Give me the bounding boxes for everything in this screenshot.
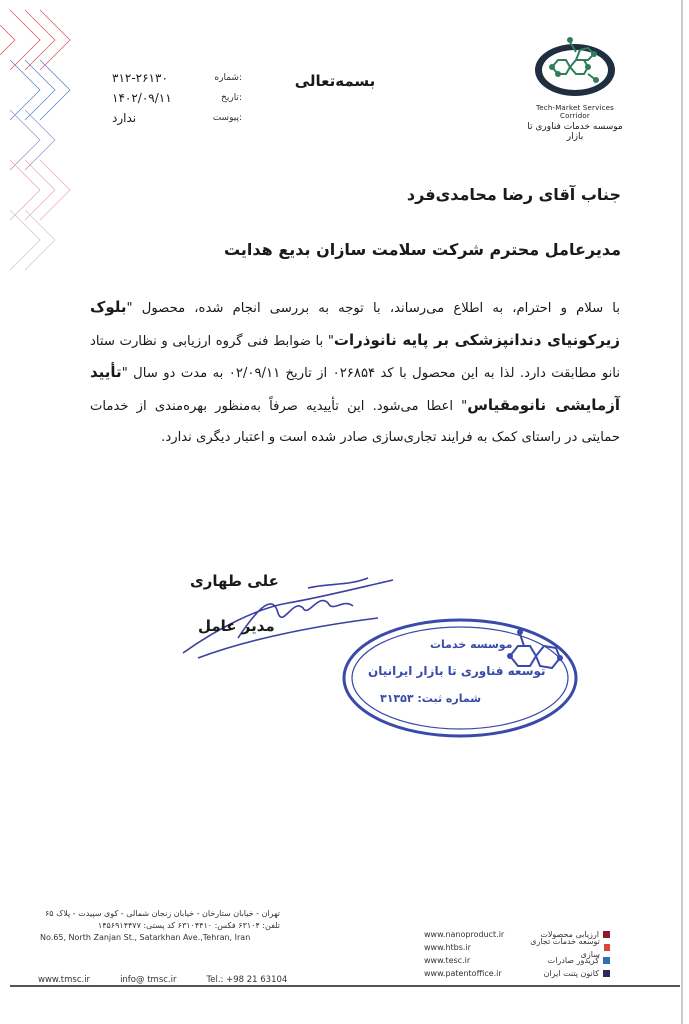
certificate-name: تأیید آزمایشی نانومقیاس: [90, 363, 620, 414]
site-link[interactable]: www.nanoproduct.ir: [424, 930, 505, 939]
address-farsi: تهران - خیابان ستارخان - خیابان زنجان شمالی - کوی سپیدت - پلاک ۶۵: [44, 909, 280, 918]
signatory-name: علی طهاری: [190, 572, 279, 590]
logo-name: موسسه خدمات فناوری تا بازار: [527, 122, 623, 142]
stamp-line-2: توسعه فناوری تا بازار ایرانیان: [368, 664, 546, 678]
meta-number-row: [112, 68, 242, 88]
body-part-3: " اعطا می‌شود. این تأییدیه صرفاً به‌منظور بهره‌مندی از خدمات حمایتی در راستای کمک به فرایند تجاری‌سازی صادر شده است و اعتبار دیگری ندارد.: [90, 398, 620, 445]
number-label: شماره:: [214, 73, 242, 83]
footer-contact: [38, 975, 287, 985]
service-item: [520, 967, 610, 980]
footer-services: [520, 928, 610, 980]
square-bullet-icon: [603, 931, 610, 938]
footer-tel: Tel.: +98 21 63104: [206, 975, 288, 985]
attachment-value: ندارد: [112, 111, 137, 125]
footer-sites: [424, 928, 514, 980]
service-label: کانون پتنت ایران: [543, 969, 599, 978]
product-name: بلوک زیرکونیای دندانپزشکی بر پایه نانوذرات: [90, 298, 620, 349]
site-link[interactable]: www.patentoffice.ir: [424, 969, 502, 978]
logo-icon: [530, 22, 620, 102]
meta-date-row: [112, 88, 242, 108]
service-item: [520, 936, 610, 959]
phones-farsi: تلفن: ۶۳۱۰۴ فکس: ۶۳۱۰۴۴۱۰ کد پستی: ۱۴۵۶۹۱۴۴۷۷: [97, 921, 280, 930]
page-edge: [681, 0, 683, 1024]
body-part-2: " با ضوابط فنی گروه ارزیابی و نظارت ستاد نانو مطابقت دارد. لذا به این محصول با کد ۰۲۶۸۵۴ از تاریخ ۰۲/۰۹/۱۱ به مدت دو سال ": [90, 333, 620, 381]
service-label: کریدور صادرات: [547, 956, 599, 965]
stamp-line-3: شماره ثبت: ۳۱۳۵۳: [380, 692, 482, 705]
square-bullet-icon: [603, 957, 610, 964]
logo-tagline: Tech-Market Services Corridor: [535, 104, 614, 120]
basmala-heading: بسمه‌تعالی: [294, 72, 376, 90]
site-link[interactable]: www.htbs.ir: [424, 943, 471, 952]
company-logo: [520, 22, 630, 142]
service-label: ارزیابی محصولات: [540, 930, 599, 939]
official-stamp: [340, 616, 580, 741]
salutation: جناب آقای رضا محامدی‌فرد: [406, 185, 621, 204]
letter-body: [90, 292, 620, 454]
date-label: تاریخ:: [221, 93, 242, 103]
recipient-title: مدیرعامل محترم شرکت سلامت سازان بدیع هدایت: [223, 240, 621, 259]
square-bullet-icon: [604, 944, 610, 951]
meta-attachment-row: [112, 108, 242, 128]
attachment-label: پیوست:: [212, 113, 242, 123]
letter-meta: [112, 68, 242, 128]
square-bullet-icon: [603, 970, 610, 977]
address-english: No.65, North Zanjan St., Satarkhan Ave.,Tehran, Iran: [40, 933, 251, 942]
body-part-1: با سلام و احترام، به اطلاع می‌رساند، با توجه به بررسی انجام شده، محصول ": [126, 301, 620, 316]
footer-divider: [10, 985, 680, 987]
footer-website-link[interactable]: www.tmsc.ir: [38, 975, 91, 985]
footer-address: [40, 908, 280, 944]
letter-number: ۳۱۲-۲۶۱۳۰: [112, 71, 168, 85]
footer-email-link[interactable]: info@ tmsc.ir: [120, 975, 177, 985]
decorative-corner-pattern: [0, 0, 90, 290]
stamp-line-1: موسسه خدمات: [430, 638, 513, 651]
service-label: توسعه خدمات تجاری سازی: [530, 936, 600, 959]
letter-date: ۱۴۰۲/۰۹/۱۱: [112, 91, 172, 105]
site-link[interactable]: www.tesc.ir: [424, 956, 471, 965]
signatory-title: مدیر عامل: [198, 617, 275, 635]
